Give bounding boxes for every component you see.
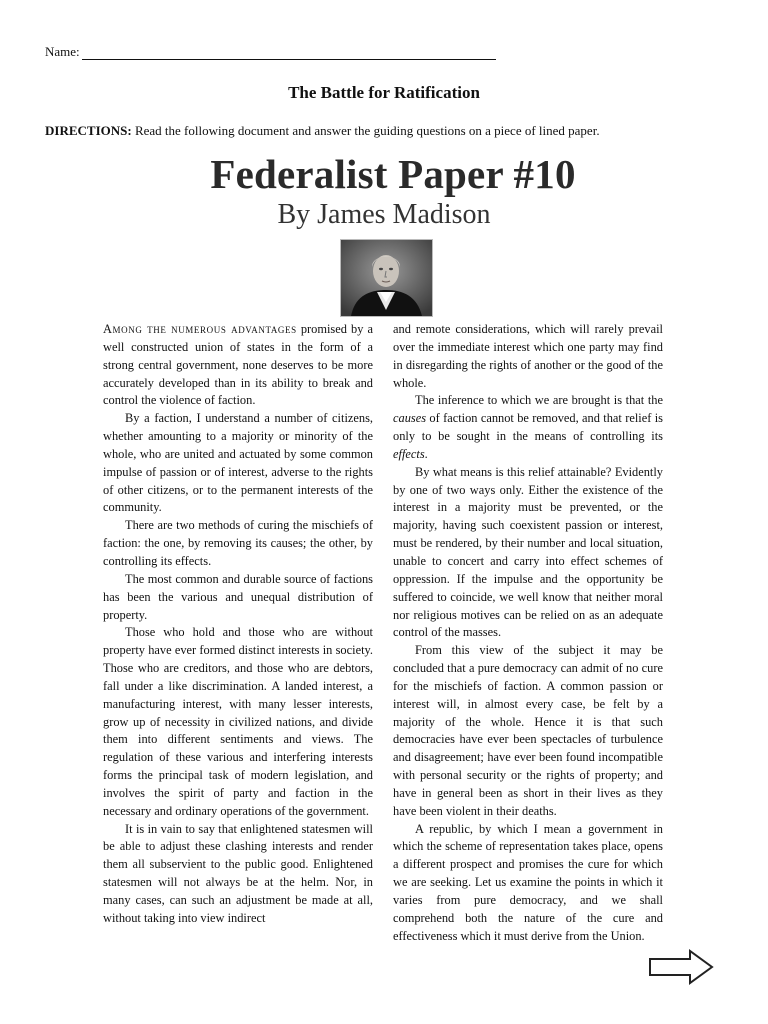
paragraph-text: The inference to which we are brought is that the [415, 393, 663, 408]
emphasis-effects: effects [393, 446, 425, 461]
worksheet-title: The Battle for Ratification [288, 83, 480, 102]
paragraph: There are two methods of curing the mischiefs of faction: the one, by removing its causes; the other, by controlling its effects. [103, 518, 373, 568]
paragraph: It is in vain to say that enlightened statesmen will be able to adjust these clashing interests and render them all subservient to the public good. Enlightened statesmen will not always be at the helm. Nor, in many cases, can such an adjustment be made at all, without taking into view indirect [103, 821, 373, 925]
directions [45, 123, 600, 139]
paragraph-text: promised by a well constructed union of states in the form of a strong central government, none deserves to be more accurately developed than in its ability to break and control the violence of faction. [103, 322, 373, 408]
paragraph [393, 392, 663, 463]
right-column [393, 321, 663, 946]
paragraph: By a faction, I understand a number of citizens, whether amounting to a majority or minority of the whole, who are united and actuated by some common impulse of passion or of interest, adverse to the rights of other citizens, or to the permanent interests of the community. [103, 411, 373, 515]
paragraph: By what means is this relief attainable? Evidently by one of two ways only. Either the existence of the interest in a majority must be prevented, or the majority, having such coexistent passion or interest, must be rendered, by their number and local situation, unable to concert and carry into effect schemes of oppression. If the impulse and the opportunity be suffered to coincide, we well know that neither moral nor religious motives can be relied on as an adequate control of the masses. [393, 464, 663, 640]
name-field[interactable] [45, 44, 496, 60]
paragraph [103, 321, 373, 410]
paragraph: A republic, by which I mean a government in which the scheme of representation takes place, opens a different prospect and promises the cure for which we are seeking. Let us examine the points in which it varies from pure democracy, and we shall comprehend both the nature of the cure and effectiveness which it must derive from the Union. [393, 821, 663, 943]
directions-text: Read the following document and answer the guiding questions on a piece of lined paper. [131, 123, 600, 138]
portrait-image [341, 240, 432, 316]
paragraph: The most common and durable source of factions has been the various and unequal distribution of property. [103, 571, 373, 622]
paragraph: Those who hold and those who are without property have ever formed distinct interests in society. Those who are creditors, and those who are debtors, fall under a like discrimination. A landed interest, a manufacturing interest, with many lesser interests, grow up of necessity in civilized nations, and divide them into different sentiments and views. The regulation of these various and interfering interests forms the principal task of modern legislation, and involves the spirit of party and faction in the necessary and ordinary operations of the government. [103, 625, 373, 818]
left-column [103, 321, 373, 928]
paragraph-text: of faction cannot be removed, and that relief is only to be sought in the means of controlling its [393, 411, 663, 444]
name-label: Name: [45, 44, 80, 59]
document-author: By James Madison [277, 199, 491, 230]
paragraph: From this view of the subject it may be concluded that a pure democracy can admit of no cure for the mischiefs of faction. A common passion or interest will, in almost every case, be felt by a majority of the whole. Hence it is that such democracies have ever been spectacles of turbulence and disagreement; have ever been found incompatible with personal security or the rights of property; and have in general been as short in their lives as they have been violent in their deaths. [393, 643, 663, 818]
madison-portrait [340, 239, 433, 317]
right-arrow-icon [648, 949, 714, 985]
paragraph: and remote considerations, which will rarely prevail over the immediate interest which one party may find in disregarding the rights of another or the good of the whole. [393, 322, 663, 390]
paragraph-text: . [424, 446, 428, 461]
emphasis-causes: causes [393, 411, 427, 426]
document-title: Federalist Paper #10 [210, 151, 576, 197]
lead-in: Among the numerous advantages [103, 322, 297, 336]
directions-label: DIRECTIONS: [45, 123, 132, 138]
name-blank-line[interactable] [82, 45, 496, 60]
